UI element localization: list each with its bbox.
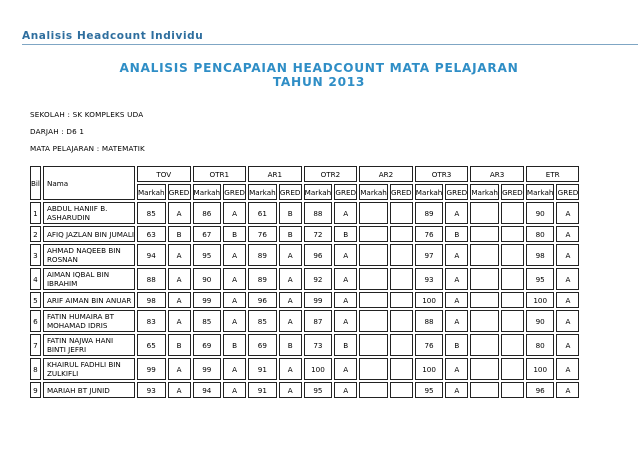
cell-gred <box>390 202 413 224</box>
cell-markah: 98 <box>137 292 166 308</box>
cell-gred: B <box>445 226 468 242</box>
cell-gred: B <box>279 202 302 224</box>
cell-gred <box>501 268 524 290</box>
cell-gred: B <box>168 226 191 242</box>
cell-gred <box>501 226 524 242</box>
cell-markah: 80 <box>526 334 555 356</box>
cell-gred <box>501 358 524 380</box>
table-row <box>30 268 579 290</box>
cell-markah: 89 <box>248 268 277 290</box>
header-group: OTR3 <box>415 166 469 182</box>
cell-markah: 97 <box>415 244 444 266</box>
cell-markah: 76 <box>248 226 277 242</box>
cell-markah: 90 <box>193 268 222 290</box>
cell-gred: A <box>223 292 246 308</box>
cell-markah <box>359 226 388 242</box>
cell-gred: A <box>445 202 468 224</box>
cell-markah: 65 <box>137 334 166 356</box>
table-row <box>30 202 579 224</box>
cell-markah <box>359 310 388 332</box>
row-nama: FATIN NAJWA HANI BINTI JEFRI <box>43 334 135 356</box>
cell-gred <box>501 244 524 266</box>
cell-gred: A <box>445 244 468 266</box>
cell-markah <box>359 358 388 380</box>
cell-gred: A <box>279 310 302 332</box>
cell-markah <box>470 292 499 308</box>
cell-markah: 96 <box>248 292 277 308</box>
cell-markah <box>470 382 499 398</box>
cell-gred: A <box>223 358 246 380</box>
cell-gred: A <box>445 268 468 290</box>
cell-markah <box>470 244 499 266</box>
report-title: ANALISIS PENCAPAIAN HEADCOUNT MATA PELAJARAN <box>119 61 519 75</box>
cell-markah: 88 <box>137 268 166 290</box>
cell-gred: A <box>223 310 246 332</box>
cell-gred: A <box>334 310 357 332</box>
cell-gred: A <box>279 382 302 398</box>
cell-gred: A <box>279 244 302 266</box>
cell-gred: B <box>223 334 246 356</box>
header-bil: Bil <box>30 166 41 200</box>
cell-markah: 94 <box>193 382 222 398</box>
header-markah: Markah <box>359 184 388 200</box>
cell-markah: 100 <box>526 292 555 308</box>
cell-gred: B <box>279 334 302 356</box>
cell-gred: A <box>556 226 579 242</box>
cell-gred <box>390 268 413 290</box>
cell-gred <box>501 292 524 308</box>
cell-markah: 93 <box>137 382 166 398</box>
cell-gred <box>501 334 524 356</box>
table-row <box>30 382 579 398</box>
row-bil: 4 <box>30 268 41 290</box>
row-bil: 8 <box>30 358 41 380</box>
cell-markah: 95 <box>526 268 555 290</box>
cell-gred: A <box>334 202 357 224</box>
row-bil: 9 <box>30 382 41 398</box>
header-group: AR1 <box>248 166 302 182</box>
cell-markah <box>470 334 499 356</box>
cell-gred: A <box>168 292 191 308</box>
header-gred: GRED <box>168 184 191 200</box>
cell-markah: 63 <box>137 226 166 242</box>
cell-gred: A <box>556 382 579 398</box>
row-nama: KHAIRUL FADHLI BIN ZULKIFLI <box>43 358 135 380</box>
cell-markah: 61 <box>248 202 277 224</box>
header-gred: GRED <box>334 184 357 200</box>
cell-markah: 85 <box>248 310 277 332</box>
cell-gred: A <box>168 310 191 332</box>
cell-gred: A <box>168 244 191 266</box>
table-row <box>30 334 579 356</box>
cell-gred: A <box>334 358 357 380</box>
cell-markah: 69 <box>193 334 222 356</box>
cell-gred: A <box>445 292 468 308</box>
cell-markah: 69 <box>248 334 277 356</box>
header-gred: GRED <box>501 184 524 200</box>
cell-gred: A <box>556 202 579 224</box>
header-group: AR3 <box>470 166 524 182</box>
cell-gred: A <box>445 358 468 380</box>
cell-gred: A <box>556 310 579 332</box>
cell-gred <box>501 202 524 224</box>
cell-markah: 80 <box>526 226 555 242</box>
header-nama: Nama <box>43 166 135 200</box>
header-gred: GRED <box>556 184 579 200</box>
header-group: OTR2 <box>304 166 358 182</box>
cell-gred: A <box>556 244 579 266</box>
row-nama: AHMAD NAQEEB BIN ROSNAN <box>43 244 135 266</box>
cell-markah <box>470 226 499 242</box>
cell-markah <box>359 292 388 308</box>
cell-markah: 89 <box>248 244 277 266</box>
cell-gred <box>501 382 524 398</box>
cell-gred <box>390 310 413 332</box>
cell-gred: A <box>223 382 246 398</box>
cell-gred: B <box>334 226 357 242</box>
cell-markah: 99 <box>193 292 222 308</box>
cell-markah: 90 <box>526 202 555 224</box>
row-nama: MARIAH BT JUNID <box>43 382 135 398</box>
cell-markah: 89 <box>415 202 444 224</box>
cell-gred: A <box>279 358 302 380</box>
cell-markah: 96 <box>526 382 555 398</box>
cell-markah: 100 <box>526 358 555 380</box>
cell-gred <box>390 382 413 398</box>
cell-markah: 96 <box>304 244 333 266</box>
cell-markah: 99 <box>304 292 333 308</box>
table-row <box>30 292 579 308</box>
subject-label: MATA PELAJARAN : MATEMATIK <box>30 144 145 153</box>
cell-markah: 86 <box>193 202 222 224</box>
row-nama: AFIQ JAZLAN BIN JUMALI <box>43 226 135 242</box>
cell-markah: 91 <box>248 358 277 380</box>
cell-markah: 95 <box>415 382 444 398</box>
page-header-title: Analisis Headcount Individu <box>22 30 204 42</box>
cell-markah: 99 <box>193 358 222 380</box>
cell-markah: 73 <box>304 334 333 356</box>
cell-gred: B <box>334 334 357 356</box>
cell-markah: 88 <box>415 310 444 332</box>
table-row <box>30 358 579 380</box>
table-row <box>30 226 579 242</box>
cell-gred: A <box>556 292 579 308</box>
row-bil: 7 <box>30 334 41 356</box>
header-gred: GRED <box>390 184 413 200</box>
row-bil: 6 <box>30 310 41 332</box>
header-group: AR2 <box>359 166 413 182</box>
cell-gred: A <box>556 268 579 290</box>
cell-gred: A <box>334 382 357 398</box>
cell-markah: 95 <box>304 382 333 398</box>
header-group: OTR1 <box>193 166 247 182</box>
cell-gred: A <box>334 244 357 266</box>
cell-markah <box>359 268 388 290</box>
table-row <box>30 310 579 332</box>
cell-gred: B <box>445 334 468 356</box>
cell-gred <box>390 334 413 356</box>
cell-markah: 95 <box>193 244 222 266</box>
cell-gred: A <box>168 358 191 380</box>
cell-markah: 88 <box>304 202 333 224</box>
cell-markah <box>359 244 388 266</box>
cell-markah: 67 <box>193 226 222 242</box>
table-row <box>30 244 579 266</box>
cell-markah: 91 <box>248 382 277 398</box>
row-bil: 3 <box>30 244 41 266</box>
cell-markah <box>470 202 499 224</box>
cell-markah <box>359 334 388 356</box>
cell-gred: A <box>334 292 357 308</box>
header-markah: Markah <box>193 184 222 200</box>
page-header <box>22 30 638 45</box>
cell-markah: 98 <box>526 244 555 266</box>
cell-markah <box>359 202 388 224</box>
cell-markah <box>470 268 499 290</box>
cell-markah: 87 <box>304 310 333 332</box>
report-year: TAHUN 2013 <box>272 75 366 89</box>
cell-markah: 94 <box>137 244 166 266</box>
cell-markah: 100 <box>415 358 444 380</box>
school-label: SEKOLAH : SK KOMPLEKS UDA <box>30 110 144 119</box>
row-nama: ARIF AIMAN BIN ANUAR <box>43 292 135 308</box>
header-gred: GRED <box>223 184 246 200</box>
cell-markah: 85 <box>137 202 166 224</box>
class-label: DARJAH : D6 1 <box>30 127 85 136</box>
cell-markah: 92 <box>304 268 333 290</box>
row-nama: FATIN HUMAIRA BT MOHAMAD IDRIS <box>43 310 135 332</box>
cell-markah <box>359 382 388 398</box>
header-markah: Markah <box>304 184 333 200</box>
header-markah: Markah <box>470 184 499 200</box>
header-markah: Markah <box>248 184 277 200</box>
header-gred: GRED <box>279 184 302 200</box>
cell-gred <box>501 310 524 332</box>
header-markah: Markah <box>137 184 166 200</box>
cell-gred: A <box>279 292 302 308</box>
cell-markah: 72 <box>304 226 333 242</box>
cell-gred: A <box>223 202 246 224</box>
cell-gred: A <box>223 268 246 290</box>
header-group: ETR <box>526 166 580 182</box>
header-group: TOV <box>137 166 191 182</box>
cell-gred <box>390 358 413 380</box>
headcount-table <box>28 164 581 400</box>
header-gred: GRED <box>445 184 468 200</box>
cell-markah: 90 <box>526 310 555 332</box>
cell-markah: 99 <box>137 358 166 380</box>
cell-markah: 93 <box>415 268 444 290</box>
cell-gred <box>390 244 413 266</box>
cell-gred: A <box>334 268 357 290</box>
cell-markah: 100 <box>304 358 333 380</box>
cell-gred: A <box>445 310 468 332</box>
cell-gred <box>390 226 413 242</box>
cell-markah: 83 <box>137 310 166 332</box>
cell-gred: A <box>279 268 302 290</box>
row-bil: 2 <box>30 226 41 242</box>
cell-gred: B <box>223 226 246 242</box>
cell-gred: A <box>223 244 246 266</box>
row-bil: 1 <box>30 202 41 224</box>
cell-gred <box>390 292 413 308</box>
cell-gred: A <box>556 358 579 380</box>
row-nama: ABDUL HANIIF B. ASHARUDIN <box>43 202 135 224</box>
cell-gred: A <box>445 382 468 398</box>
header-markah: Markah <box>415 184 444 200</box>
row-bil: 5 <box>30 292 41 308</box>
header-markah: Markah <box>526 184 555 200</box>
cell-gred: A <box>168 382 191 398</box>
cell-markah <box>470 358 499 380</box>
row-nama: AIMAN IQBAL BIN IBRAHIM <box>43 268 135 290</box>
cell-markah: 85 <box>193 310 222 332</box>
cell-markah: 76 <box>415 226 444 242</box>
cell-markah: 100 <box>415 292 444 308</box>
cell-gred: B <box>279 226 302 242</box>
cell-gred: A <box>168 268 191 290</box>
cell-markah <box>470 310 499 332</box>
cell-gred: B <box>168 334 191 356</box>
cell-markah: 76 <box>415 334 444 356</box>
cell-gred: A <box>168 202 191 224</box>
cell-gred: A <box>556 334 579 356</box>
